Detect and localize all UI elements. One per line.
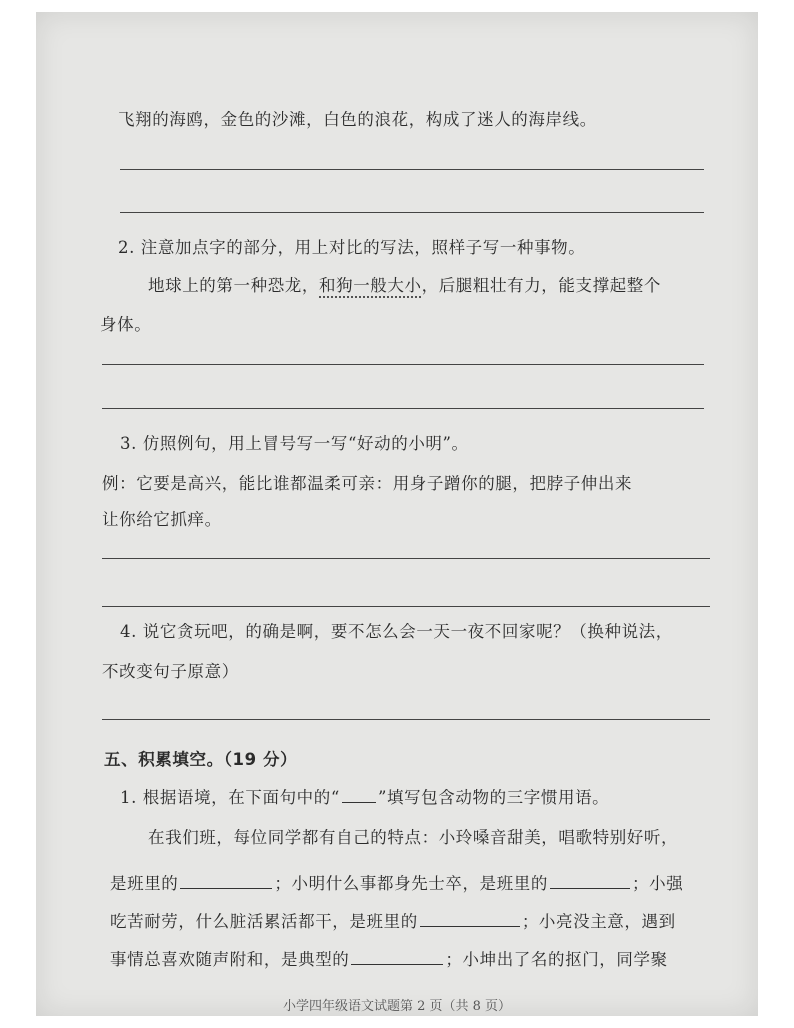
q3-title: 3. 仿照例句，用上冒号写一写“好动的小明”。 <box>120 434 469 453</box>
fill-blank-1[interactable] <box>180 874 272 889</box>
fill-blank-2[interactable] <box>550 874 630 889</box>
q1-sentence: 飞翔的海鸥，金色的沙滩，白色的浪花，构成了迷人的海岸线。 <box>118 110 597 129</box>
q2-example-post: ，后腿粗壮有力，能支撑起整个 <box>421 276 662 295</box>
answer-line <box>102 606 710 607</box>
answer-line <box>120 169 704 170</box>
page-footer: 小学四年级语文试题第 2 页（共 8 页） <box>282 999 512 1014</box>
answer-line <box>102 719 710 720</box>
q4-line1: 4. 说它贪玩吧，的确是啊，要不怎么会一天一夜不回家呢？（换种说法， <box>120 622 673 641</box>
q2-example <box>148 272 661 296</box>
q2-example-line2: 身体。 <box>100 315 152 334</box>
answer-line <box>102 408 704 409</box>
text-fragment: ；小明什么事都身先士卒，是班里的 <box>274 874 549 893</box>
s5-q1-title <box>120 784 609 808</box>
exam-page <box>36 12 758 1016</box>
text-fragment: ；小坤出了名的抠门，同学聚 <box>445 950 668 969</box>
fill-blank-4[interactable] <box>351 950 443 965</box>
text-fragment: 事情总喜欢随声附和，是典型的 <box>110 950 350 969</box>
paragraph-line1: 在我们班，每位同学都有自己的特点：小玲嗓音甜美，唱歌特别好听， <box>148 828 679 847</box>
q4-line2: 不改变句子原意） <box>102 662 239 681</box>
answer-line <box>120 212 704 213</box>
fill-blank-3[interactable] <box>420 912 520 927</box>
text-fragment: 吃苦耐劳，什么脏活累活都干，是班里的 <box>110 912 418 931</box>
q3-example-line1: 例：它要是高兴，能比谁都温柔可亲：用身子蹭你的腿，把脖子伸出来 <box>102 474 633 493</box>
paragraph-line4 <box>110 946 668 970</box>
q2-title: 2. 注意加点字的部分，用上对比的写法，照样子写一种事物。 <box>118 238 586 257</box>
paragraph-line2 <box>110 870 683 894</box>
q3-example-line2: 让你给它抓痒。 <box>102 510 222 529</box>
text-fragment: ；小亮没主意，遇到 <box>521 912 676 931</box>
s5-q1-pre: 1. 根据语境，在下面句中的“ <box>120 788 340 807</box>
text-fragment: ；小强 <box>632 874 684 893</box>
blank-example <box>342 788 376 803</box>
s5-q1-post: ”填写包含动物的三字惯用语。 <box>377 788 610 807</box>
section5-title: 五、积累填空。（19 分） <box>104 750 298 769</box>
paragraph-line3 <box>110 908 676 932</box>
q2-example-pre: 地球上的第一种恐龙， <box>148 276 319 295</box>
answer-line <box>102 558 710 559</box>
answer-line <box>102 364 704 365</box>
text-fragment: 是班里的 <box>110 874 179 893</box>
q2-example-dotted: 和狗一般大小 <box>319 276 422 295</box>
